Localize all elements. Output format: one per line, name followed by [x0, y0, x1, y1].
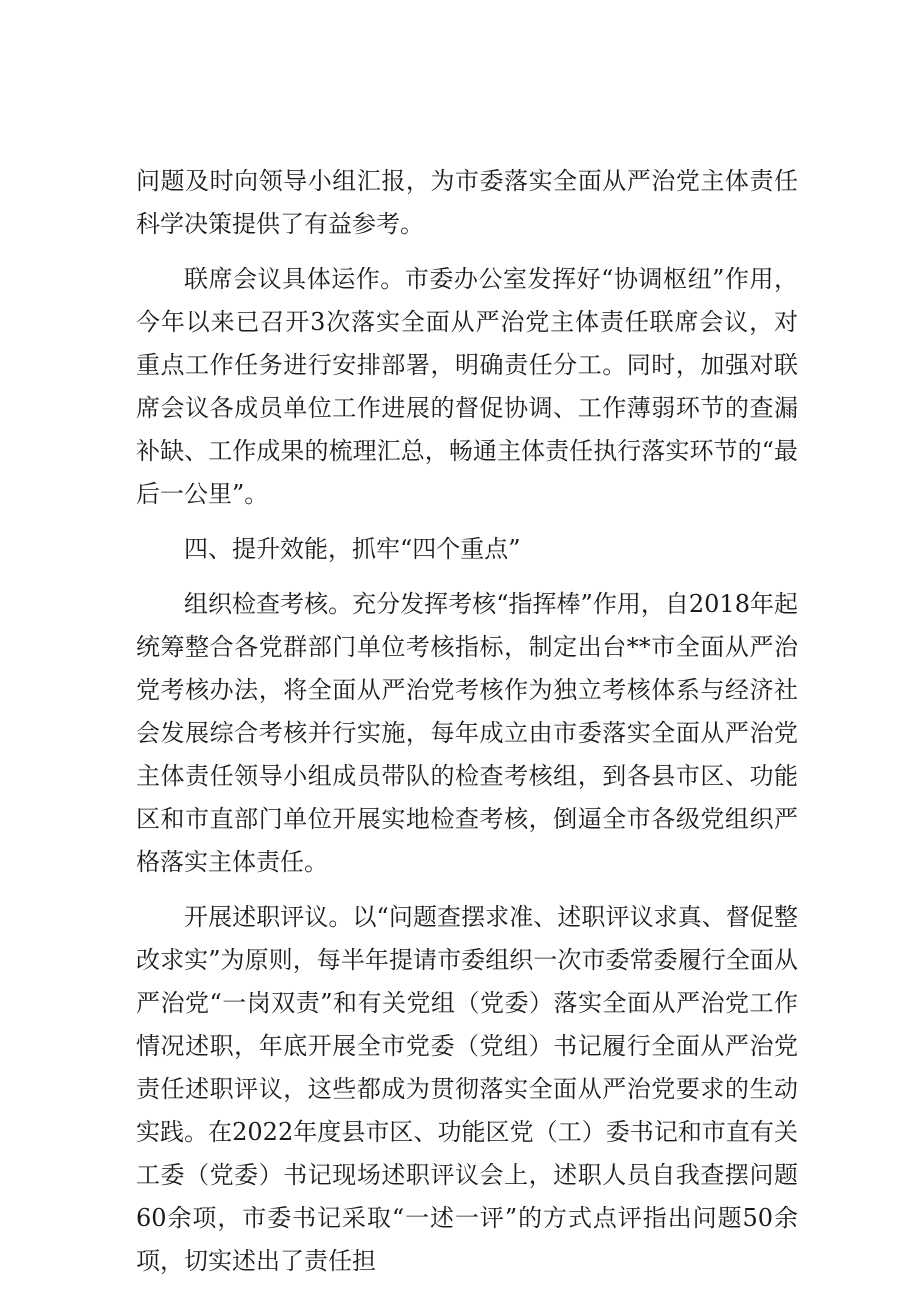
- section-heading: 四、提升效能，抓牢“四个重点”: [184, 535, 521, 563]
- paragraph-inspection: 组织检查考核。充分发挥考核“指挥棒”作用，自2018年起统筹整合各党群部门单位考核指标，制定出台**市全面从严治党考核办法，将全面从严治党考核作为独立考核体系与经济社会发展综合考核并行实施，每年成立由市委落实全面从严治党主体责任领导小组成员带队的检查考核组，到各县市区、功能区和市直部门单位开展实地检查考核，倒逼全市各级党组织严格落实主体责任。: [136, 590, 798, 876]
- paragraph-joint-meeting: 联席会议具体运作。市委办公室发挥好“协调枢纽”作用，今年以来已召开3次落实全面从严治党主体责任联席会议，对重点工作任务进行安排部署，明确责任分工。同时，加强对联席会议各成员单位工作进展的督促协调、工作薄弱环节的查漏补缺、工作成果的梳理汇总，畅通主体责任执行落实环节的“最后一公里”。: [136, 265, 798, 508]
- paragraph-review: 开展述职评议。以“问题查摆求准、述职评议求真、督促整改求实”为原则，每半年提请市委组织一次市委常委履行全面从严治党“一岗双责”和有关党组（党委）落实全面从严治党工作情况述职，年底开展全市党委（党组）书记履行全面从严治党责任述职评议，这些都成为贯彻落实全面从严治党要求的生动实践。在2022年度县市区、功能区党（工）委书记和市直有关工委（党委）书记现场述职评议会上，述职人员自我查摆问题60余项，市委书记采取“一述一评”的方式点评指出问题50余项，切实述出了责任担: [136, 903, 798, 1275]
- document-body: [136, 160, 798, 1295]
- paragraph-continuation: 问题及时向领导小组汇报，为市委落实全面从严治党主体责任科学决策提供了有益参考。: [136, 167, 798, 238]
